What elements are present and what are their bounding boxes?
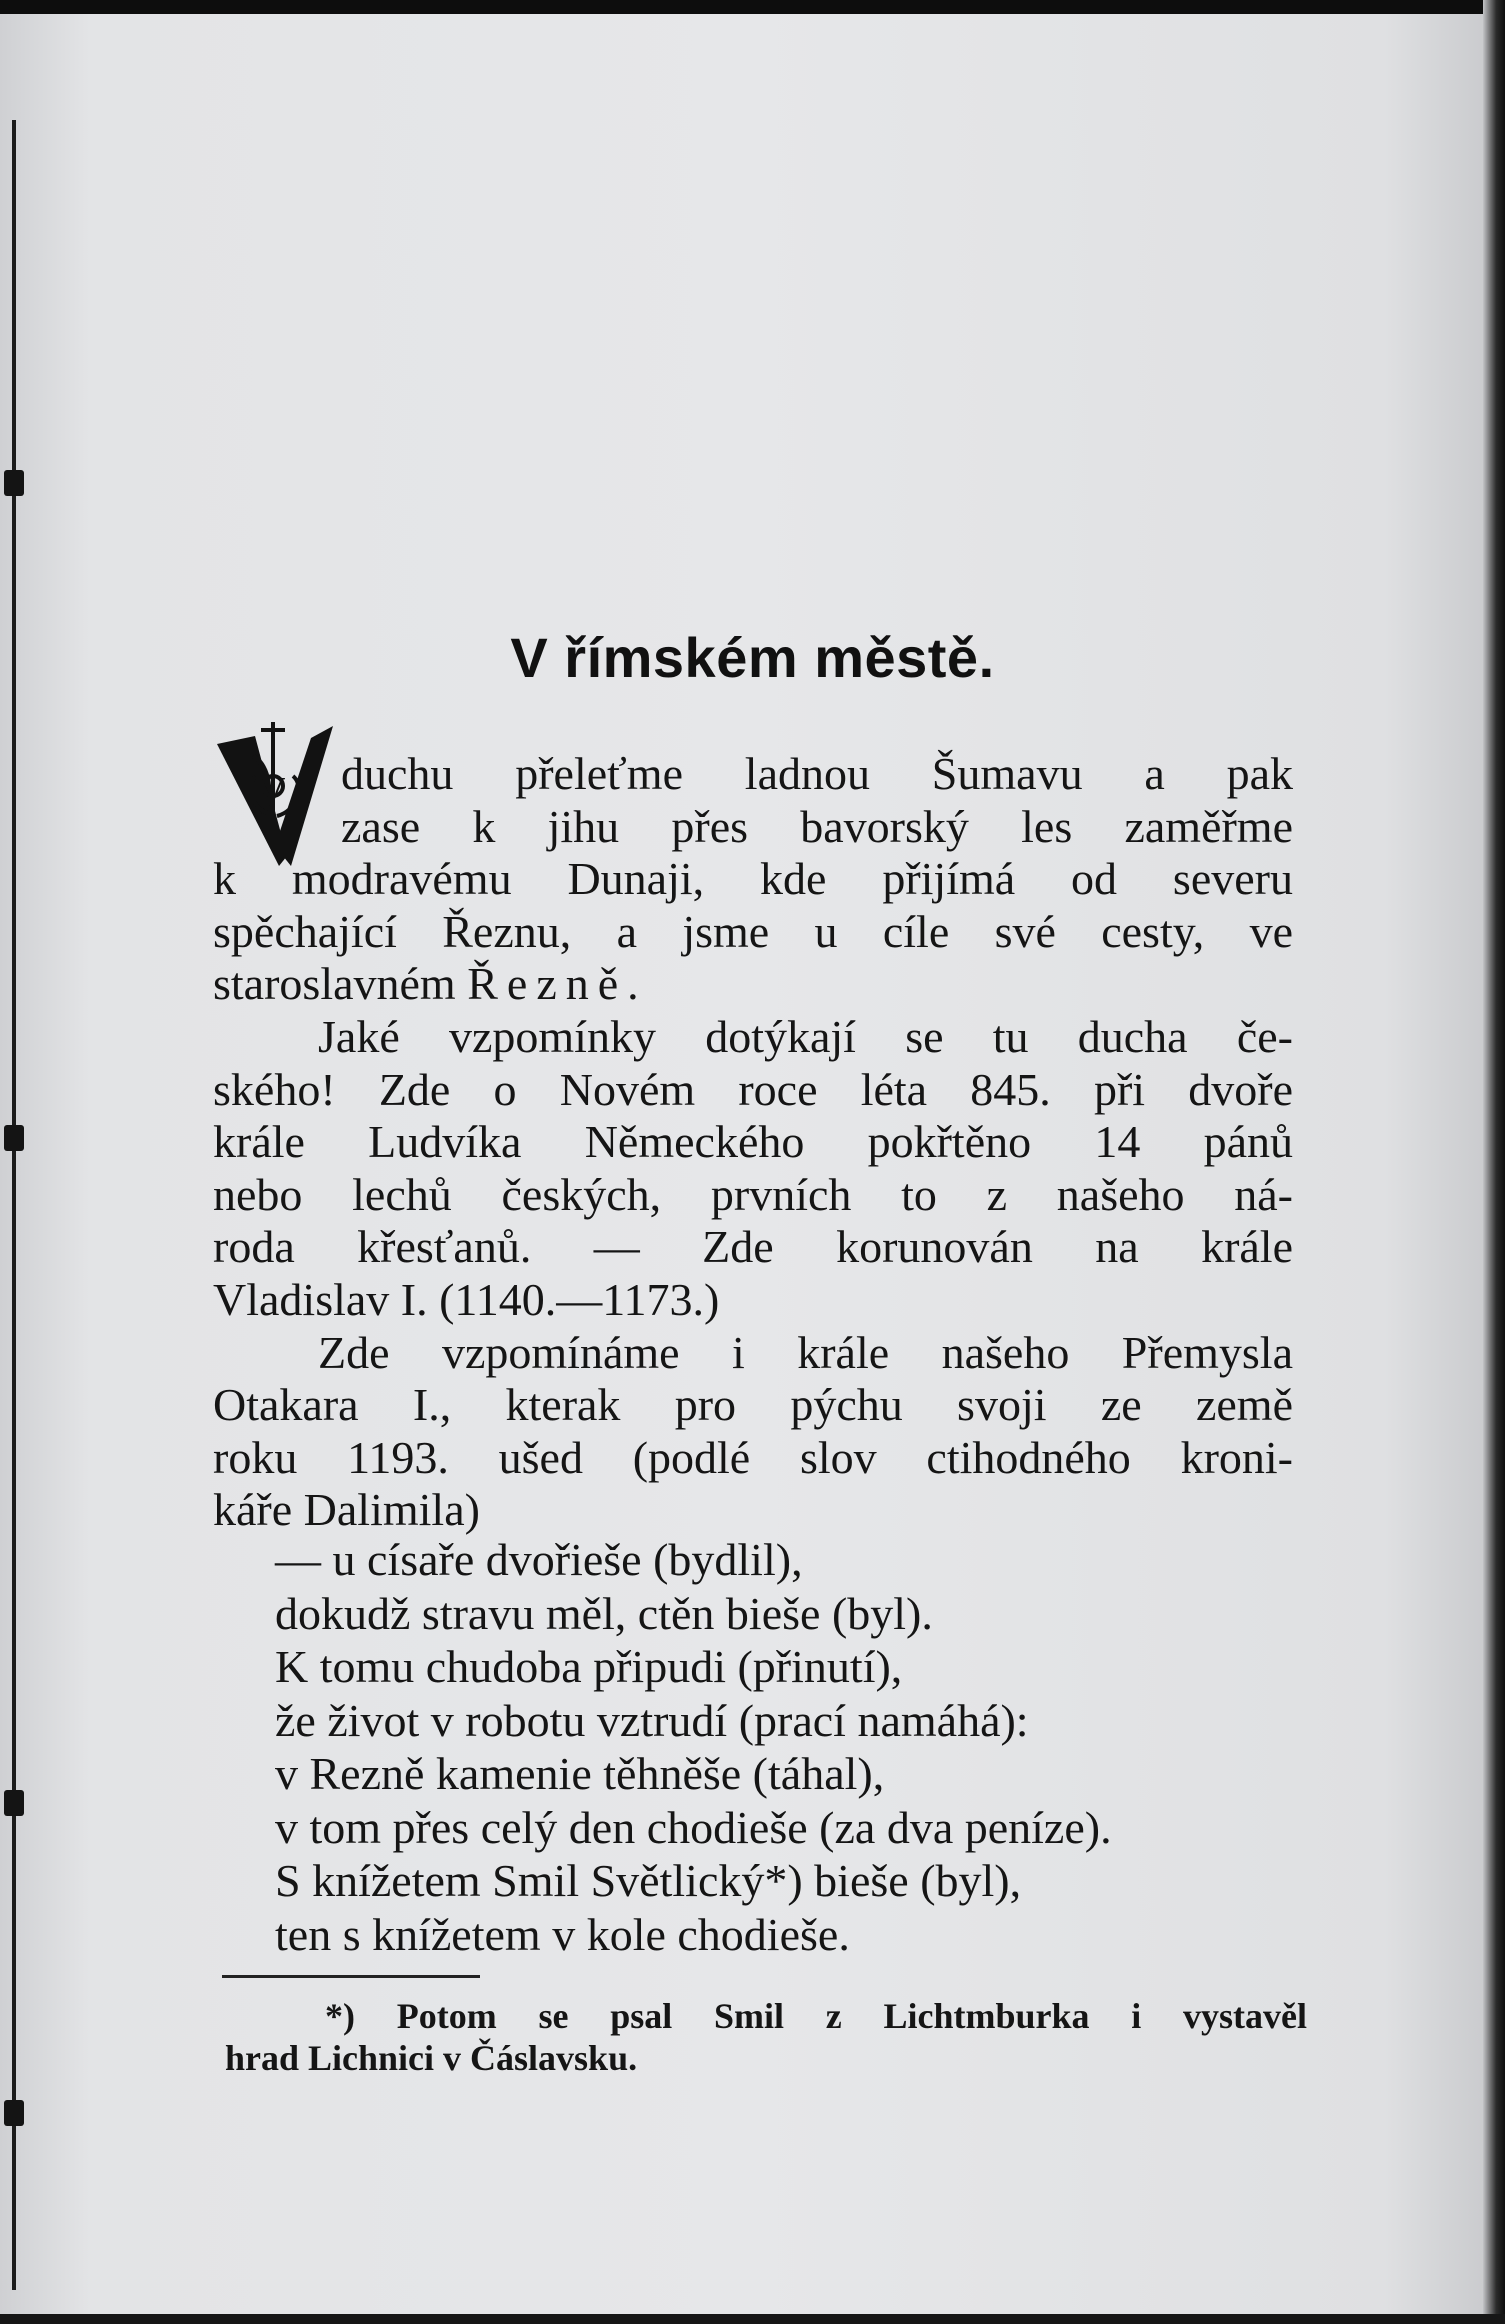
body-text	[213, 748, 1293, 1537]
page-bottom-edge	[0, 2314, 1505, 2324]
verse-line: ten s knížetem v kole chodieše.	[275, 1908, 850, 1960]
chapter-title: V římském městě.	[510, 626, 995, 689]
text-line: Jaké vzpomínky dotýkají se tu ducha če-	[318, 1010, 1293, 1062]
page-right-edge	[1483, 0, 1505, 2324]
binding-stitch	[4, 1125, 24, 1151]
text-line	[213, 958, 1293, 1011]
text-line: krále Ludvíka Německého pokřtěno 14 pánů	[213, 1116, 1293, 1168]
verse-line: v tom přes celý den chodieše (za dva peníze).	[275, 1801, 1112, 1853]
text-line: káře Dalimila)	[213, 1484, 480, 1536]
emphasized-place-name: Řezně.	[467, 958, 648, 1010]
text-fragment: staroslavném	[213, 958, 456, 1010]
binding-stitch	[4, 1790, 24, 1816]
text-line: duchu přeleťme ladnou Šumavu a pak	[341, 748, 1293, 799]
text-line: Otakara I., kterak pro pýchu svoji ze země	[213, 1379, 1293, 1431]
text-line: spěchající Řeznu, a jsme u cíle své cesty, ve	[213, 905, 1293, 957]
text-line: Zde vzpomínáme i krále našeho Přemysla	[318, 1326, 1293, 1378]
binding-stitch	[4, 2100, 24, 2126]
text-line: roku 1193. ušed (podlé slov ctihodného kroni-	[213, 1431, 1293, 1483]
verse-line: S knížetem Smil Světlický*) bieše (byl),	[275, 1855, 1022, 1906]
verse-line: dokudž stravu měl, ctěn bieše (byl).	[275, 1587, 933, 1639]
text-line: roda křesťanů. — Zde korunován na krále	[213, 1221, 1293, 1273]
verse-quote	[275, 1533, 1112, 1961]
footnote-line: *) Potom se psal Smil z Lichtmburka i vystavěl	[325, 1996, 1307, 2036]
verse-line: — u císaře dvořieše (bydlil),	[275, 1534, 803, 1585]
text-line: k modravému Dunaji, kde přijímá od severu	[213, 853, 1293, 905]
verse-line: v Rezně kamenie těhněše (táhal),	[275, 1748, 885, 1799]
footnote-line: hrad Lichnici v Čáslavsku.	[225, 2038, 638, 2078]
page-top-edge	[0, 0, 1505, 14]
text-line: nebo lechů českých, prvních to z našeho ná-	[213, 1168, 1293, 1220]
text-line: zase k jihu přes bavorský les zaměřme	[341, 800, 1293, 852]
footnote-divider	[222, 1975, 480, 1978]
binding-stitch	[4, 470, 24, 496]
footnote	[225, 1995, 1307, 2079]
text-line: Vladislav I. (1140.—1173.)	[213, 1273, 720, 1325]
verse-line: K tomu chudoba připudi (přinutí),	[275, 1641, 903, 1692]
text-line: ského! Zde o Novém roce léta 845. při dvoře	[213, 1063, 1293, 1115]
verse-line: že život v robotu vztrudí (prací namáhá):	[275, 1694, 1029, 1746]
svg-text:V: V	[260, 771, 286, 808]
binding-spine	[12, 120, 16, 2290]
